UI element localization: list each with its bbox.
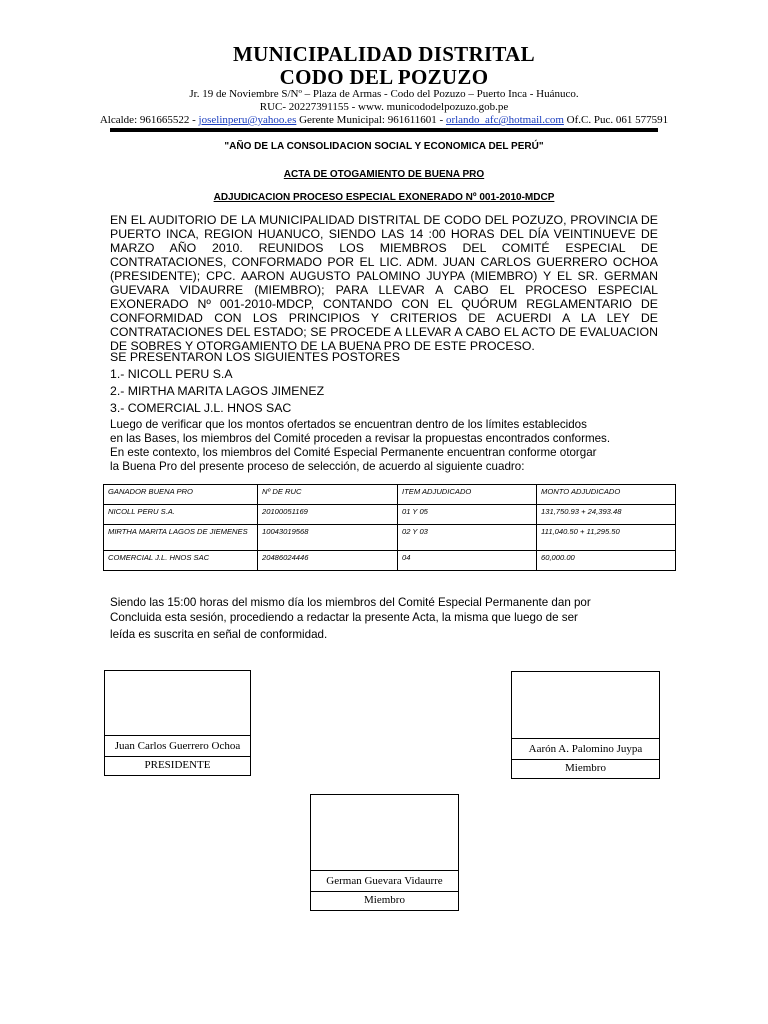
award-table xyxy=(103,484,676,571)
table-cell: 04 xyxy=(398,551,537,571)
table-cell: MIRTHA MARITA LAGOS DE JIEMENES xyxy=(104,525,258,551)
table-header-cell: ITEM ADJUDICADO xyxy=(398,485,537,505)
signature-role-box xyxy=(511,759,660,779)
header-address: Jr. 19 de Noviembre S/Nº – Plaza de Armas - Codo del Pozuzo – Puerto Inca - Huánuco. xyxy=(189,88,579,100)
table-header-cell: MONTO ADJUDICADO xyxy=(537,485,676,505)
signature-area-member xyxy=(310,794,459,871)
contact-office: Of.C. Puc. 061 577591 xyxy=(563,114,669,126)
signature-name-box xyxy=(511,738,660,760)
municipality-title-line2: CODO DEL POZUZO xyxy=(279,65,489,89)
table-header-cell: Nº DE RUC xyxy=(258,485,398,505)
bidder-item: 2.- MIRTHA MARITA LAGOS JIMENEZ xyxy=(110,384,325,398)
table-cell: 60,000.00 xyxy=(537,551,676,571)
signature-name: Juan Carlos Guerrero Ochoa xyxy=(114,740,241,752)
table-row xyxy=(104,551,676,571)
verification-line: En este contexto, los miembros del Comité Especial Permanente encuentran conforme otorgar xyxy=(110,446,597,459)
header-rule xyxy=(110,128,658,132)
table-cell: 20486024446 xyxy=(258,551,398,571)
email-link-alcalde[interactable]: joselinperu@yahoo.es xyxy=(198,114,297,126)
table-row xyxy=(104,505,676,525)
body-paragraph: EN EL AUDITORIO DE LA MUNICIPALIDAD DISTRITAL DE CODO DEL POZUZO, PROVINCIA DE PUERTO INCA, REGION HUANUCO, SIENDO LAS 14 :00 HORAS DEL DÍA VEINTINUEVE DE MARZO AÑO 2010. REUNIDOS LOS MIEMBROS DEL COMITÉ ESPECIAL DE CONTRATACIONES, CONFORMADO POR EL LIC. ADM. JUAN CARLOS GUERRERO OCHOA (PRESIDENTE); CPC. AARON AUGUSTO PALOMINO JUYPA (MIEMBRO) Y EL SR. GERMAN GUEVARA VIDAURRE (MIEMBRO); PARA LLEVAR A CABO EL PROCESO ESPECIAL EXONERADO Nº 001-2010-MDCP, CONTANDO CON EL QUÓRUM REGLAMENTARIO DE CONFORMIDAD CON LOS PRINCIPIOS Y CRITERIOS DE ACUERDI A LA LEY DE CONTRATACIONES DEL ESTADO; SE PROCEDE A LLEVAR A CABO EL ACTO DE EVALUACION DE SOBRES Y OTORGAMIENTO DE LA BUENA PRO DE ESTE PROCESO. xyxy=(110,213,658,353)
closing-line: Concluida esta sesión, procediendo a redactar la presente Acta, la misma que luego de ser xyxy=(110,611,578,624)
municipality-title-line1: MUNICIPALIDAD DISTRITAL xyxy=(233,42,535,66)
contact-alcalde: Alcalde: 961665522 - xyxy=(99,114,199,126)
contact-gerente: Gerente Municipal: 961611601 - xyxy=(296,114,446,126)
signature-name: German Guevara Vidaurre xyxy=(326,875,443,887)
table-cell: 111,040.50 + 11,295.50 xyxy=(537,525,676,551)
signature-role-box xyxy=(104,756,251,776)
document-subtitle: ADJUDICACION PROCESO ESPECIAL EXONERADO Nº 001-2010-MDCP xyxy=(213,192,555,203)
document-title: ACTA DE OTOGAMIENTO DE BUENA PRO xyxy=(283,169,485,180)
table-cell: COMERCIAL J.L. HNOS SAC xyxy=(104,551,258,571)
header-ruc-web: RUC- 20227391155 - www. municododelpozuzo.gob.pe xyxy=(259,101,509,113)
bidder-item: 3.- COMERCIAL J.L. HNOS SAC xyxy=(110,401,292,415)
signature-name-box xyxy=(104,735,251,757)
signature-name: Aarón A. Palomino Juypa xyxy=(528,743,643,755)
verification-line: la Buena Pro del presente proceso de selección, de acuerdo al siguiente cuadro: xyxy=(110,460,525,473)
signature-role: Miembro xyxy=(565,762,606,774)
table-cell: 01 Y 05 xyxy=(398,505,537,525)
table-header-cell: GANADOR BUENA PRO xyxy=(104,485,258,505)
signature-role-box xyxy=(310,891,459,911)
header-contacts xyxy=(0,114,768,127)
table-header-row xyxy=(104,485,676,505)
verification-line: Luego de verificar que los montos ofertados se encuentran dentro de los límites establecidos xyxy=(110,418,587,431)
signature-name-box xyxy=(310,870,459,892)
bidder-item: 1.- NICOLL PERU S.A xyxy=(110,367,233,381)
verification-line: en las Bases, los miembros del Comité proceden a revisar la propuestas encontrados conformes. xyxy=(110,432,611,445)
bidders-intro: SE PRESENTARON LOS SIGUIENTES POSTORES xyxy=(110,350,400,364)
table-row xyxy=(104,525,676,551)
table-cell: NICOLL PERU S.A. xyxy=(104,505,258,525)
table-cell: 20100051169 xyxy=(258,505,398,525)
email-link-gerente[interactable]: orlando_afc@hotmail.com xyxy=(445,114,564,126)
signature-role: PRESIDENTE xyxy=(144,759,211,771)
table-cell: 131,750.93 + 24,393.48 xyxy=(537,505,676,525)
signature-area-member xyxy=(511,671,660,739)
closing-line: leída es suscrita en señal de conformidad. xyxy=(110,628,328,641)
table-cell: 10043019568 xyxy=(258,525,398,551)
year-motto: "AÑO DE LA CONSOLIDACION SOCIAL Y ECONOMICA DEL PERÚ" xyxy=(224,141,544,152)
closing-line: Siendo las 15:00 horas del mismo día los miembros del Comité Especial Permanente dan por xyxy=(110,596,591,609)
signature-area-president xyxy=(104,670,251,736)
signature-role: Miembro xyxy=(364,894,405,906)
table-cell: 02 Y 03 xyxy=(398,525,537,551)
